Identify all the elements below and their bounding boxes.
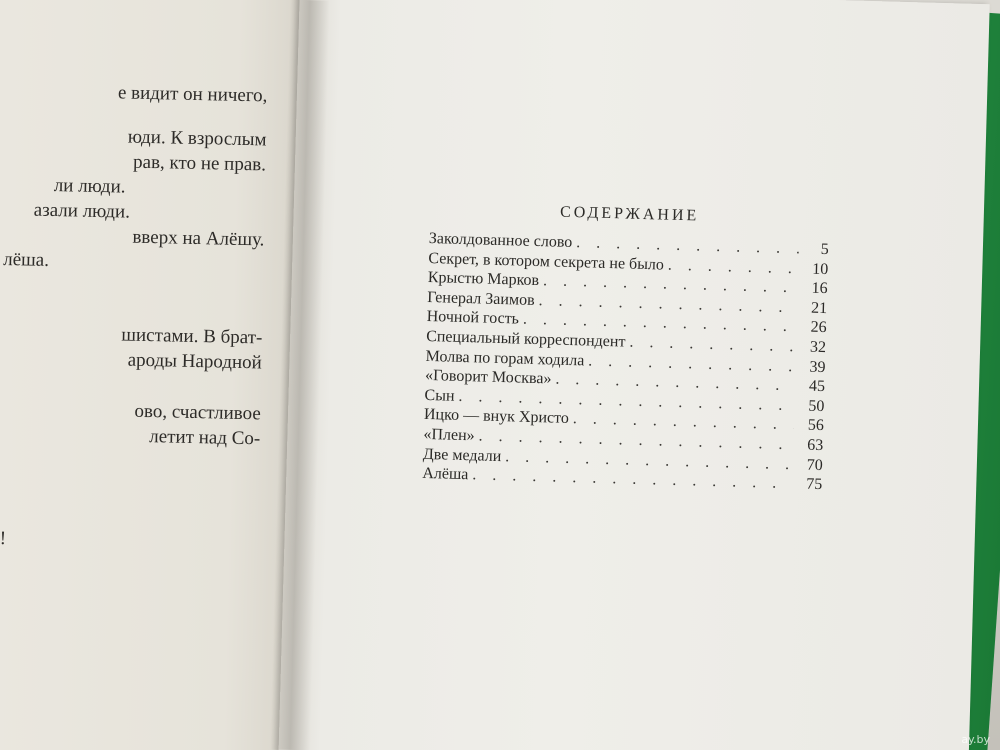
toc-entry-title: «Говорит Москва» xyxy=(424,367,552,388)
toc-entry-page: 39 xyxy=(809,358,826,376)
toc-entry-title: «Плен» xyxy=(423,425,475,445)
toc-entry-page: 21 xyxy=(810,299,828,317)
toc-entry-title: Ночной гость xyxy=(426,308,520,328)
toc-entry-page: 75 xyxy=(805,475,823,494)
toc-entry-page: 50 xyxy=(808,397,825,415)
toc-entry-page: 10 xyxy=(811,260,829,278)
left-line: рав, кто не прав. xyxy=(132,151,267,176)
left-line: е видит он ничего, xyxy=(117,82,268,107)
left-page xyxy=(0,0,310,750)
toc-leader-dots xyxy=(629,334,796,357)
toc-entry-title: Генерал Заимов xyxy=(427,288,535,309)
toc-entry-title: Секрет, в котором секрета не было xyxy=(428,249,665,274)
toc-entry-page: 45 xyxy=(808,377,826,396)
toc-entry-page: 32 xyxy=(809,338,827,357)
toc-entry-title: Молва по горам ходила xyxy=(425,347,585,369)
toc-entry-page: 70 xyxy=(806,456,823,474)
toc-entry-page: 16 xyxy=(811,279,828,298)
left-line: азали люди. xyxy=(33,199,131,223)
toc-entry-title: Сын xyxy=(424,386,455,405)
toc-entry-title: Две медали xyxy=(422,445,502,465)
toc-entry-page: 56 xyxy=(807,416,825,435)
left-line: ли люди. xyxy=(53,175,126,198)
toc-entries xyxy=(422,230,829,496)
toc-title: СОДЕРЖАНИЕ xyxy=(559,203,700,225)
left-line: лёша. xyxy=(2,248,50,271)
left-line: ! xyxy=(0,527,7,550)
toc-entry-title: Заколдованное слово xyxy=(428,229,573,251)
toc-entry-page: 63 xyxy=(807,436,824,455)
left-line: вверх на Алёшу. xyxy=(132,226,265,251)
left-line: шистами. В брат- xyxy=(121,324,263,349)
left-line: ово, счастливое xyxy=(134,400,261,425)
toc-entry-title: Специальный корреспондент xyxy=(425,327,626,351)
toc-entry-title: Алёша xyxy=(422,465,469,484)
table-of-contents xyxy=(422,200,830,496)
left-line: юди. К взрослым xyxy=(127,126,267,151)
toc-entry-page: 5 xyxy=(820,240,830,259)
toc-entry-title: Крыстю Марков xyxy=(427,269,540,290)
toc-entry-page: 26 xyxy=(810,319,827,337)
left-line: ароды Народной xyxy=(127,349,263,374)
left-page-text xyxy=(0,0,310,750)
left-line: летит над Со- xyxy=(149,426,261,450)
watermark: ay.by xyxy=(961,733,990,746)
toc-entry-title: Ицко — внук Христо xyxy=(423,406,570,428)
toc-leader-dots xyxy=(668,256,799,278)
